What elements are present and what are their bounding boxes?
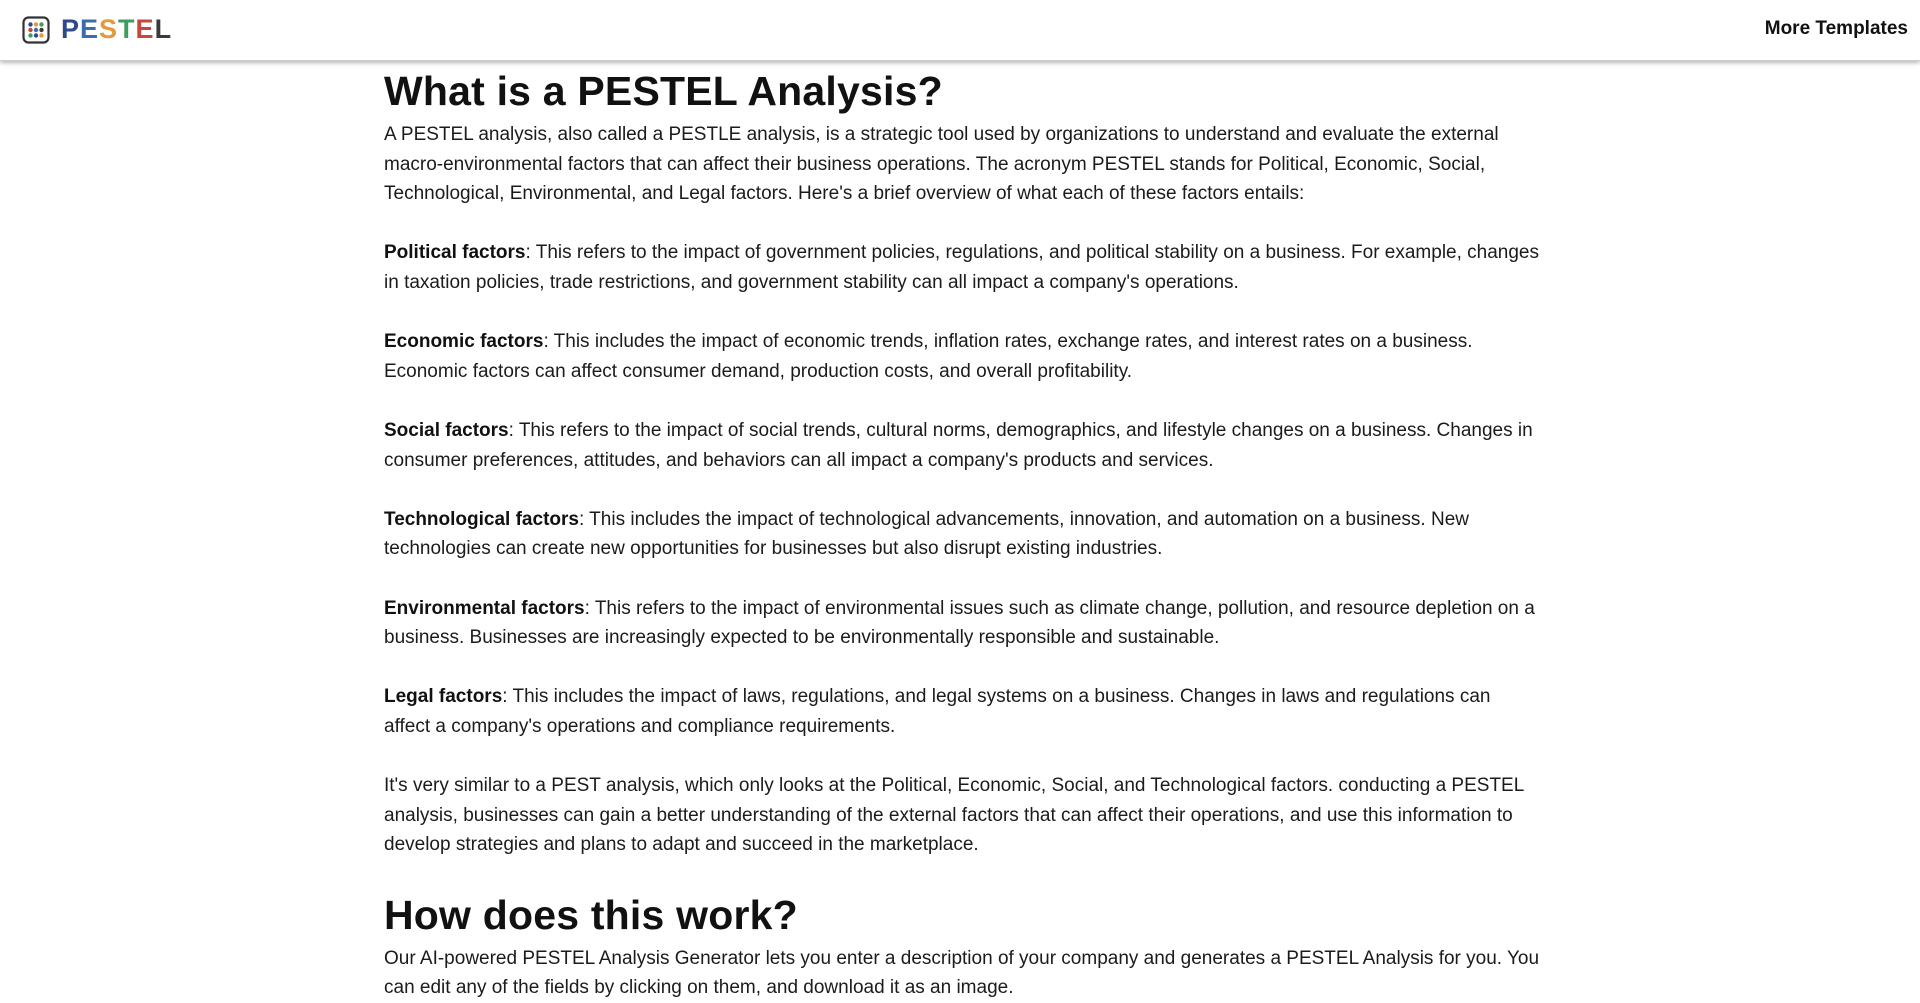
factor-paragraph-legal: [384, 682, 1540, 741]
brand-letter: E: [80, 14, 100, 44]
brand-letter: L: [154, 14, 173, 44]
section-title-what-is-pestel: What is a PESTEL Analysis?: [384, 68, 943, 114]
factor-description: : This includes the impact of economic trends, inflation rates, exchange rates, and interest rates on a business. Economic factors can affect consumer demand, production costs, and overall profitability.: [384, 331, 1473, 382]
brand-letter: S: [99, 14, 119, 44]
grid-dots-icon: [22, 16, 50, 44]
brand-letter: P: [61, 14, 81, 44]
main-content: [384, 60, 1540, 1003]
intro-paragraph: A PESTEL analysis, also called a PESTLE analysis, is a strategic tool used by organizations to understand and evaluate the external macro-environmental factors that can affect their business operations. The acronym PESTEL stands for Political, Economic, Social, Technological, Environmental, and Legal factors. Here's a brief overview of what each of these factors entails:: [384, 124, 1499, 205]
factor-name: Economic factors: [384, 331, 544, 353]
factor-description: : This includes the impact of technological advancements, innovation, and automation on a business. New technologies can create new opportunities for businesses but also disrupt existing industries.: [384, 508, 1469, 560]
how-it-works-paragraph: Our AI-powered PESTEL Analysis Generator lets you enter a description of your company and generates a PESTEL Analysis for you. You can edit any of the fields by clicking on them, and download it as an image.: [384, 947, 1540, 999]
closing-paragraph: It's very similar to a PEST analysis, which only looks at the Political, Economic, Social, and Technological factors. conducting a PESTEL analysis, businesses can gain a better understanding of the external factors that can affect their operations, and use this information to develop strategies and plans to adapt and succeed in the marketplace.: [384, 775, 1524, 856]
more-templates-link[interactable]: More Templates: [1764, 18, 1908, 39]
brand-logo-link[interactable]: [22, 14, 172, 45]
top-navigation-bar: [0, 0, 1920, 61]
brand-letter: E: [135, 14, 155, 44]
factor-description: : This refers to the impact of environmental issues such as climate change, pollution, and resource depletion on a business. Businesses are increasingly expected to be environmentally responsible and sustainable.: [384, 597, 1535, 649]
factor-paragraph-economic: [384, 327, 1540, 386]
factor-paragraph-environmental: [384, 594, 1540, 653]
factor-name: Political factors: [384, 242, 526, 264]
factor-paragraph-social: [384, 416, 1540, 475]
factor-description: : This includes the impact of laws, regulations, and legal systems on a business. Changes in laws and regulations can affect a company's operations and compliance requirements.: [384, 686, 1491, 737]
factor-description: : This refers to the impact of government policies, regulations, and political stability on a business. For example, changes in taxation policies, trade restrictions, and government stability can all impact a company's operations.: [384, 242, 1540, 293]
factor-paragraph-political: [384, 238, 1540, 297]
factor-paragraph-technological: [384, 505, 1540, 564]
brand-letter: T: [118, 14, 136, 44]
factor-name: Technological factors: [384, 508, 579, 530]
section-title-how-it-works: How does this work?: [384, 891, 798, 938]
factor-name: Environmental factors: [384, 597, 585, 619]
factor-name: Social factors: [384, 419, 509, 441]
brand-name: [61, 14, 172, 45]
factor-description: : This refers to the impact of social trends, cultural norms, demographics, and lifestyle changes on a business. Changes in consumer preferences, attitudes, and behaviors can all impact a company's products and services.: [384, 419, 1533, 471]
factor-name: Legal factors: [384, 686, 503, 708]
